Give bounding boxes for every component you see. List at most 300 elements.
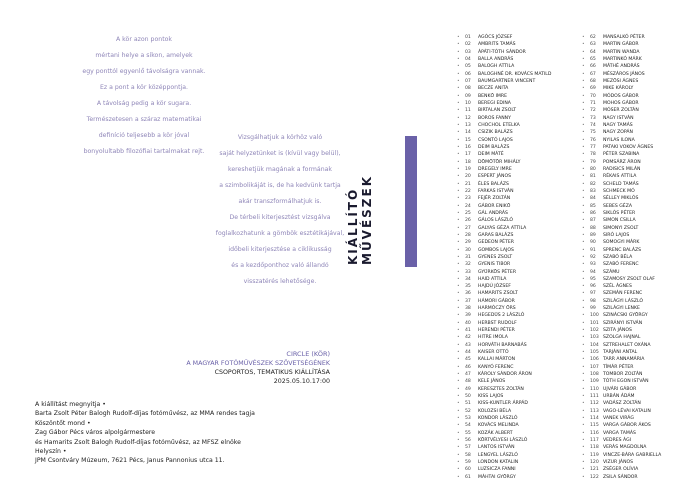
artist-number: 43 — [465, 342, 471, 348]
artist-row — [582, 239, 661, 246]
bullet-icon: • — [582, 335, 585, 341]
artist-name: BENKŐ IMRE — [478, 93, 507, 99]
artist-name: NAGY ZOPÁN — [603, 130, 633, 136]
artist-row — [457, 474, 551, 481]
artist-name: GÁBOR ENIKŐ — [478, 203, 511, 209]
artist-name: ZSÉGER OLÍVIA — [603, 467, 639, 473]
artist-name: MARTIN GÁBOR — [603, 42, 639, 48]
artist-row — [457, 159, 551, 166]
bullet-icon: • — [457, 49, 460, 55]
artist-name: VAGO-LÉVAI KATALIN — [603, 408, 651, 414]
bullet-icon: • — [582, 423, 585, 429]
artist-name: KOZÁK ALBERT — [478, 430, 513, 436]
artist-name: KALLAI MÁRTON — [478, 357, 516, 363]
artist-name: KISS LAJOS — [478, 394, 504, 400]
artist-row — [582, 217, 661, 224]
artist-name: POMSÁRZ ÁRON — [603, 159, 641, 165]
bullet-icon: • — [457, 108, 460, 114]
bullet-icon: • — [582, 350, 585, 356]
artist-row — [457, 41, 551, 48]
artist-number: 77 — [590, 144, 596, 150]
bullet-icon: • — [582, 284, 585, 290]
artist-row — [582, 56, 661, 63]
artist-row — [457, 49, 551, 56]
artist-name: SZÁMU — [603, 269, 620, 275]
artist-row — [582, 305, 661, 312]
poem-line: időbeli kiterjesztése a ciklikusság — [228, 246, 332, 253]
artist-row — [457, 71, 551, 78]
artist-name: HORVÁTH BARNABÁS — [478, 342, 527, 348]
opening-info — [35, 400, 255, 466]
info-line: JPM Csontváry Múzeum, 7621 Pécs, Janus Pannonius utca 11. — [35, 457, 225, 465]
bullet-icon: • — [582, 379, 585, 385]
artist-name: ÉLES BALÁZS — [478, 181, 509, 187]
artist-row — [457, 63, 551, 70]
artist-row — [457, 56, 551, 63]
artist-row — [582, 107, 661, 114]
artist-number: 73 — [590, 115, 596, 121]
bullet-icon: • — [582, 445, 585, 451]
artist-number: 01 — [465, 35, 471, 40]
bullet-icon: • — [457, 152, 460, 158]
artist-number: 44 — [465, 350, 471, 356]
artist-number: 17 — [465, 152, 471, 158]
artist-name: MÁTHÉ ANDRÁS — [603, 64, 640, 70]
info-line: A kiállítást megnyitja • — [35, 401, 106, 408]
bullet-icon: • — [457, 78, 460, 84]
artist-name: SIMONYI ZSOLT — [603, 225, 639, 231]
artist-number: 15 — [465, 137, 471, 143]
bullet-icon: • — [582, 394, 585, 400]
artist-number: 116 — [590, 430, 599, 436]
artist-row — [582, 349, 661, 356]
artist-row — [582, 378, 661, 385]
bullet-icon: • — [582, 137, 585, 143]
artist-row — [582, 247, 661, 254]
artist-name: KAISER OTTÓ — [478, 350, 509, 356]
artist-row — [582, 122, 661, 129]
bullet-icon: • — [457, 203, 460, 209]
artist-name: PATAKI VOKOV ÁGNES — [603, 144, 654, 150]
artist-name: GEDEON PÉTER — [478, 240, 514, 246]
artist-row — [457, 115, 551, 122]
artist-number: 38 — [465, 306, 471, 312]
info-line: Helyszín • — [35, 448, 67, 456]
artist-row — [582, 342, 661, 349]
artist-name: VIZUR JÁNOS — [603, 460, 634, 466]
artist-number: 85 — [590, 203, 596, 209]
artist-number: 115 — [590, 423, 599, 429]
artist-number: 52 — [465, 408, 471, 414]
artists-column-2 — [582, 34, 661, 481]
artist-row — [457, 371, 551, 378]
artist-number: 46 — [465, 364, 471, 370]
artist-name: KONDOR LÁSZLÓ — [478, 416, 518, 422]
artist-number: 70 — [590, 93, 596, 99]
artists-column-1 — [457, 34, 551, 481]
bullet-icon: • — [457, 350, 460, 356]
exhibition-name: CIRCLE (KÖR) — [286, 350, 330, 358]
artist-number: 21 — [465, 181, 471, 187]
artist-number: 34 — [465, 276, 471, 282]
artist-name: BALOGHNÉ DR. KOVÁCS MATILD — [478, 71, 552, 77]
artist-row — [582, 312, 661, 319]
artist-name: HAMARITS ZSOLT — [478, 291, 518, 297]
artist-number: 09 — [465, 93, 471, 99]
bullet-icon: • — [457, 115, 460, 121]
bullet-icon: • — [457, 210, 460, 216]
bullet-icon: • — [582, 181, 585, 187]
bullet-icon: • — [582, 320, 585, 326]
bullet-icon: • — [582, 35, 585, 40]
exhibition-title-block — [186, 350, 330, 386]
artist-row — [457, 34, 551, 41]
artist-number: 56 — [465, 438, 471, 444]
artist-name: GALYAS GÉZA ATTILA — [478, 225, 527, 231]
artist-name: TARJÁNI ANTAL — [603, 350, 638, 356]
artist-number: 10 — [465, 100, 471, 106]
bullet-icon: • — [457, 71, 460, 77]
artist-row — [582, 466, 661, 473]
poem-line: egy ponttól egyenlő távolságra vannak. — [82, 68, 206, 75]
bullet-icon: • — [457, 474, 460, 480]
artist-name: SZAMOSY ZSOLT OLAF — [603, 276, 655, 282]
artist-row — [582, 415, 661, 422]
artist-name: NAGY TAMÁS — [603, 122, 633, 128]
bullet-icon: • — [457, 313, 460, 319]
artist-name: GYENES ZSOLT — [478, 254, 513, 260]
bullet-icon: • — [457, 196, 460, 202]
artist-number: 71 — [590, 100, 596, 106]
artist-number: 100 — [590, 313, 599, 319]
bullet-icon: • — [582, 276, 585, 282]
artist-name: MARTIN WANDA — [603, 49, 640, 55]
bullet-icon: • — [457, 276, 460, 282]
artist-number: 60 — [465, 467, 471, 473]
artist-name: GYENIS TIBOR — [478, 262, 511, 268]
vertical-title — [346, 105, 374, 265]
artist-number: 30 — [465, 247, 471, 253]
bullet-icon: • — [457, 306, 460, 312]
artist-number: 63 — [590, 42, 596, 48]
bullet-icon: • — [457, 93, 460, 99]
artist-number: 20 — [465, 174, 471, 180]
artist-row — [457, 466, 551, 473]
artist-number: 102 — [590, 328, 599, 334]
artist-name: MEZŐSI ÁGNES — [603, 78, 639, 84]
artist-name: TÓTH EGON ISTVÁN — [603, 379, 649, 385]
artist-number: 114 — [590, 416, 599, 422]
artist-row — [457, 217, 551, 224]
bullet-icon: • — [457, 35, 460, 40]
vertical-title-line2: MŰVÉSZEK — [360, 174, 374, 265]
bullet-icon: • — [582, 78, 585, 84]
poem-line: A távolság pedig a kör sugara. — [96, 100, 192, 107]
artist-name: VADÁSZ ZOLTÁN — [603, 401, 641, 407]
artist-number: 16 — [465, 144, 471, 150]
artist-number: 89 — [590, 232, 596, 238]
artist-name: SZABÓ BÉLA — [603, 254, 633, 260]
bullet-icon: • — [582, 438, 585, 444]
artist-row — [457, 334, 551, 341]
artist-number: 121 — [590, 467, 599, 473]
artist-row — [582, 276, 661, 283]
artist-name: MOHOS GÁBOR — [603, 100, 639, 106]
exhibition-organizer: A MAGYAR FOTÓMŰVÉSZEK SZÖVETSÉGÉNEK — [186, 360, 330, 367]
artist-name: DREGELY IMRE — [478, 166, 512, 172]
poem-line: Vizsgálhatjuk a körhöz való — [237, 134, 323, 141]
artist-name: DEIM MÁTÉ — [478, 152, 504, 158]
artist-number: 11 — [465, 108, 471, 114]
artist-number: 54 — [465, 423, 471, 429]
artist-name: KANYÓ FERENC — [478, 364, 514, 370]
bullet-icon: • — [582, 408, 585, 414]
artist-name: MÓDOS GÁBOR — [603, 93, 639, 99]
artist-name: SZITA JÁNOS — [603, 328, 632, 334]
artist-row — [582, 203, 661, 210]
artist-row — [457, 93, 551, 100]
artist-name: MÓSER ZOLTÁN — [603, 108, 639, 114]
artist-row — [457, 254, 551, 261]
bullet-icon: • — [457, 401, 460, 407]
artist-name: VEDRES ÁGI — [603, 438, 632, 444]
bullet-icon: • — [457, 364, 460, 370]
bullet-icon: • — [582, 122, 585, 128]
bullet-icon: • — [582, 430, 585, 436]
artist-number: 103 — [590, 335, 599, 341]
artist-row — [582, 356, 661, 363]
artist-name: SZINÁCSKI GYÖRGY — [603, 313, 648, 319]
bullet-icon: • — [582, 71, 585, 77]
poem-line: foglalkozhatunk a gömbök esztétikájával, — [215, 230, 345, 237]
artist-number: 78 — [590, 152, 596, 158]
artist-name: SZABÓ FERENC — [603, 262, 639, 268]
artist-row — [457, 342, 551, 349]
artist-row — [457, 298, 551, 305]
artist-number: 82 — [590, 181, 596, 187]
artist-row — [582, 400, 661, 407]
artist-row — [457, 195, 551, 202]
artist-name: NAGY ISTVÁN — [603, 115, 634, 121]
bullet-icon: • — [457, 232, 460, 238]
artist-number: 88 — [590, 225, 596, 231]
artist-row — [582, 393, 661, 400]
artist-name: BALOGH ATTILA — [478, 64, 515, 70]
artist-number: 75 — [590, 130, 596, 136]
artist-number: 97 — [590, 291, 596, 297]
artist-number: 66 — [590, 64, 596, 70]
artist-row — [582, 210, 661, 217]
artist-name: SZIRÁNYI ISTVÁN — [603, 320, 643, 326]
bullet-icon: • — [582, 166, 585, 172]
artist-row — [582, 232, 661, 239]
bullet-icon: • — [457, 188, 460, 194]
artist-number: 120 — [590, 460, 599, 466]
artist-row — [457, 166, 551, 173]
artist-number: 106 — [590, 357, 599, 363]
artist-number: 95 — [590, 276, 596, 282]
artist-name: HERENDI PÉTER — [478, 328, 515, 334]
bullet-icon: • — [457, 100, 460, 106]
bullet-icon: • — [457, 56, 460, 62]
bullet-icon: • — [582, 210, 585, 216]
artist-name: MÉSZÁROS JÁNOS — [603, 71, 645, 77]
bullet-icon: • — [457, 460, 460, 466]
artist-name: NYILAS ILONA — [603, 137, 635, 143]
artist-row — [582, 269, 661, 276]
artist-name: FARKAS ISTVÁN — [478, 188, 514, 194]
info-line: Köszöntőt mond • — [35, 419, 91, 427]
artist-number: 39 — [465, 313, 471, 319]
artist-number: 87 — [590, 218, 596, 224]
artist-number: 18 — [465, 159, 471, 165]
artist-number: 36 — [465, 291, 471, 297]
artist-row — [457, 232, 551, 239]
artist-name: MANSALKÓ PÉTER — [603, 35, 645, 40]
artist-number: 99 — [590, 306, 596, 312]
bullet-icon: • — [582, 357, 585, 363]
artist-number: 113 — [590, 408, 599, 414]
bullet-icon: • — [457, 430, 460, 436]
artist-row — [457, 327, 551, 334]
bullet-icon: • — [582, 262, 585, 268]
artist-number: 79 — [590, 159, 596, 165]
artist-name: HÁMORI GÁBOR — [478, 298, 515, 304]
artist-number: 62 — [590, 35, 596, 40]
bullet-icon: • — [457, 408, 460, 414]
bullet-icon: • — [582, 64, 585, 70]
bullet-icon: • — [457, 445, 460, 451]
artist-name: ÁPÁTI-TÓTH SÁNDOR — [478, 49, 526, 55]
artist-name: BALLA ANDRÁS — [478, 56, 514, 62]
artist-row — [582, 290, 661, 297]
artist-row — [457, 181, 551, 188]
artist-row — [457, 144, 551, 151]
artist-row — [457, 173, 551, 180]
bullet-icon: • — [582, 386, 585, 392]
bullet-icon: • — [582, 188, 585, 194]
artist-name: BIRTALAN ZSOLT — [478, 108, 517, 114]
artist-name: SEBES GÉZA — [603, 203, 633, 209]
artist-name: HEGEDŰS 2 LÁSZLÓ — [478, 313, 525, 319]
artist-number: 12 — [465, 115, 471, 121]
bullet-icon: • — [582, 100, 585, 106]
artist-name: MÁHTAI GYÖRGY — [478, 474, 516, 480]
artist-number: 108 — [590, 372, 599, 378]
artist-name: KÁROLY SÁNDOR ÁRON — [478, 372, 532, 378]
artist-row — [457, 122, 551, 129]
artist-row — [582, 334, 661, 341]
bullet-icon: • — [457, 42, 460, 48]
artist-name: AGÓCS JÓZSEF — [478, 35, 513, 40]
artist-name: HITRE IMOLA — [478, 335, 508, 341]
artist-row — [582, 129, 661, 136]
artist-name: FEJÉR ZOLTÁN — [478, 196, 511, 202]
bullet-icon: • — [582, 225, 585, 231]
artist-number: 58 — [465, 452, 471, 458]
artist-row — [457, 261, 551, 268]
artist-row — [457, 430, 551, 437]
artist-row — [582, 159, 661, 166]
poem-line: saját helyzetünket is (kívül vagy belül), — [219, 150, 341, 157]
artist-row — [457, 459, 551, 466]
bullet-icon: • — [582, 174, 585, 180]
artist-name: ESPERT JÁNOS — [478, 174, 511, 180]
artist-row — [582, 422, 661, 429]
bullet-icon: • — [582, 159, 585, 165]
artist-name: VANEK VIRÁG — [603, 416, 634, 422]
artist-number: 42 — [465, 335, 471, 341]
bullet-icon: • — [457, 394, 460, 400]
artist-name: VINCZE-BÁRA GABRIELLA — [603, 452, 662, 458]
artist-number: 107 — [590, 364, 599, 370]
artist-number: 68 — [590, 78, 596, 84]
bullet-icon: • — [582, 452, 585, 458]
artist-row — [582, 254, 661, 261]
artist-number: 33 — [465, 269, 471, 275]
artist-row — [582, 444, 661, 451]
bullet-icon: • — [457, 357, 460, 363]
artist-row — [457, 444, 551, 451]
artist-row — [582, 195, 661, 202]
poem-line: A kör azon pontok — [115, 36, 172, 43]
artist-name: SIKLÓS PÉTER — [603, 210, 636, 216]
bullet-icon: • — [457, 416, 460, 422]
bullet-icon: • — [582, 269, 585, 275]
artist-number: 41 — [465, 328, 471, 334]
bullet-icon: • — [457, 298, 460, 304]
poem-line: és a kezdőponthoz való állandó — [231, 262, 329, 269]
artist-row — [457, 137, 551, 144]
artist-name: CHOCHOL ETELKA — [478, 122, 520, 128]
bullet-icon: • — [457, 240, 460, 246]
bullet-icon: • — [582, 328, 585, 334]
artist-row — [582, 437, 661, 444]
artist-row — [457, 85, 551, 92]
bullet-icon: • — [457, 269, 460, 275]
poem-line: visszatérés lehetősége. — [243, 278, 317, 285]
bullet-icon: • — [582, 364, 585, 370]
bullet-icon: • — [457, 218, 460, 224]
artist-number: 02 — [465, 42, 471, 48]
artist-number: 98 — [590, 298, 596, 304]
artist-row — [582, 459, 661, 466]
artist-row — [457, 415, 551, 422]
bullet-icon: • — [582, 152, 585, 158]
artist-number: 104 — [590, 342, 599, 348]
artist-name: UJVÁRI GÁBOR — [603, 386, 637, 392]
artist-name: KERESZTES ZOLTÁN — [478, 386, 524, 392]
artist-name: SIMON CSILLA — [603, 218, 636, 224]
bullet-icon: • — [582, 342, 585, 348]
artist-number: 25 — [465, 210, 471, 216]
bullet-icon: • — [582, 232, 585, 238]
bullet-icon: • — [582, 218, 585, 224]
artist-number: 86 — [590, 210, 596, 216]
artist-number: 45 — [465, 357, 471, 363]
artist-number: 81 — [590, 174, 596, 180]
artist-name: CSONTÓ LAJOS — [478, 137, 513, 143]
info-line: Zag Gábor Pécs város alpolgármestere — [35, 429, 156, 437]
artist-name: HARMÓCZY ÖRS — [478, 306, 516, 312]
bullet-icon: • — [582, 86, 585, 92]
bullet-icon: • — [582, 474, 585, 480]
artist-number: 96 — [590, 284, 596, 290]
artist-row — [457, 364, 551, 371]
artist-number: 57 — [465, 445, 471, 451]
bullet-icon: • — [457, 386, 460, 392]
artist-row — [582, 166, 661, 173]
